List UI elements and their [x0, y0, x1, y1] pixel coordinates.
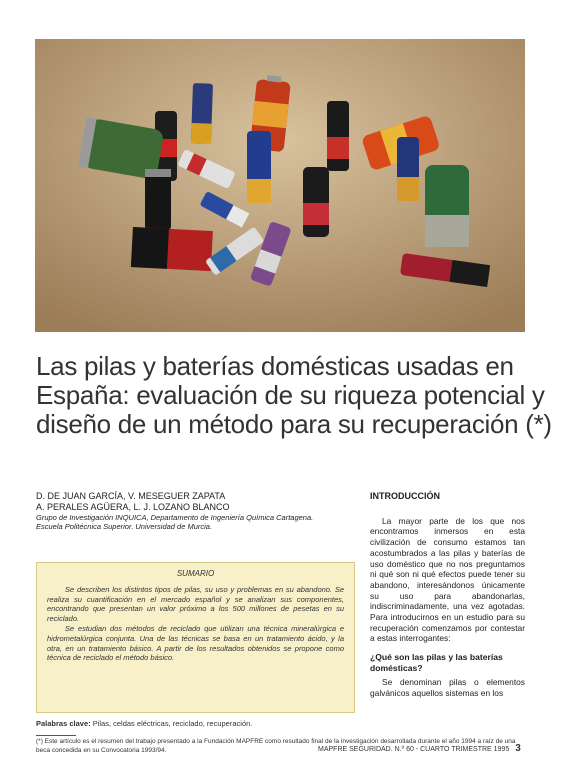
battery-blue-centre	[247, 131, 271, 203]
summary-paragraph: Se describen los distintos tipos de pilas, su uso y problemas en su abandono. Se realiza su cuantificación en el mercado español y se analizan sus componentes, encontrando que presentan un valor próximo a los 500 millones de pesetas en su reciclado.	[47, 584, 344, 624]
section-heading: INTRODUCCIÓN	[370, 491, 440, 501]
keywords-text: Pilas, celdas eléctricas, reciclado, recuperación.	[90, 719, 253, 728]
keywords-label: Palabras clave:	[36, 719, 91, 728]
body-paragraph: Se denominan pilas o elementos galvánicos aquellos sistemas en los	[370, 677, 525, 698]
introduction-column	[370, 491, 525, 699]
authors-line: D. DE JUAN GARCÍA, V. MESEGUER ZAPATA	[36, 491, 226, 501]
summary-box	[36, 562, 355, 713]
journal-info: MAPFRE SEGURIDAD. N.º 60 - CUARTO TRIMESTRE 1995	[318, 746, 510, 753]
footnote-divider	[36, 735, 76, 736]
battery-green-right	[425, 165, 469, 247]
summary-title: SUMARIO	[176, 569, 215, 578]
body-paragraph: La mayor parte de los que nos encontramos inmersos en esta civilización de consumo estamos tan acostumbrados a las pilas y baterías de uso doméstico que no nos preguntamos ni qué son ni qué efectos puede tener su abandono, interesándonos únicamente su uso para abandonarlas, indiscriminadamente, una vez agotadas. Para introducirnos en un estudio para su recuperación comenzamos por contestar a estas interrogantes:	[370, 515, 525, 644]
title-line: diseño de un método para su recuperación (*)	[36, 409, 552, 439]
keywords	[36, 719, 356, 728]
footnote: (*) Este artículo es el resumen del trabajo presentado a la Fundación MAPFRE como resultado final de la investigación desarrollada durante el año 1994 a raíz de una beca concedida en su Convocatoria 1993/94.	[36, 738, 516, 754]
batteries-illustration	[35, 39, 525, 332]
summary-paragraph: Se estudian dos métodos de reciclado que utilizan una técnica mineralúrgica e hidrometalúrgica conjunta. Una de las técnicas se basa en un tratamiento ácido, y la otra, en un tratamiento básico. A partir de los resultados obtenidos se propone como técnica de reciclado el método básico.	[47, 623, 344, 663]
page-number: 3	[515, 743, 521, 754]
batteries-photo	[35, 39, 525, 332]
authors-line: A. PERALES AGÜERA, L. J. LOZANO BLANCO	[36, 502, 230, 512]
page-footer	[318, 743, 521, 754]
battery-mid-group	[303, 167, 329, 237]
authors-block	[36, 491, 366, 531]
article-title	[36, 351, 552, 439]
battery-black-3	[327, 101, 349, 171]
title-line: España: evaluación de su riqueza potencial y	[36, 380, 545, 410]
battery-blue-2	[397, 137, 419, 201]
affiliation: Escuela Politécnica Superior. Universidad de Murcia.	[36, 522, 213, 531]
affiliation: Grupo de Investigación INQUICA, Departamento de Ingeniería Química Cartagena.	[36, 513, 314, 522]
battery-philips-9v	[131, 227, 213, 271]
battery-black-2	[145, 169, 171, 231]
battery-blue-1	[191, 83, 213, 144]
subsection-heading: ¿Qué son las pilas y las baterías domésticas?	[370, 652, 503, 673]
title-line: Las pilas y baterías domésticas usadas en	[36, 351, 514, 381]
